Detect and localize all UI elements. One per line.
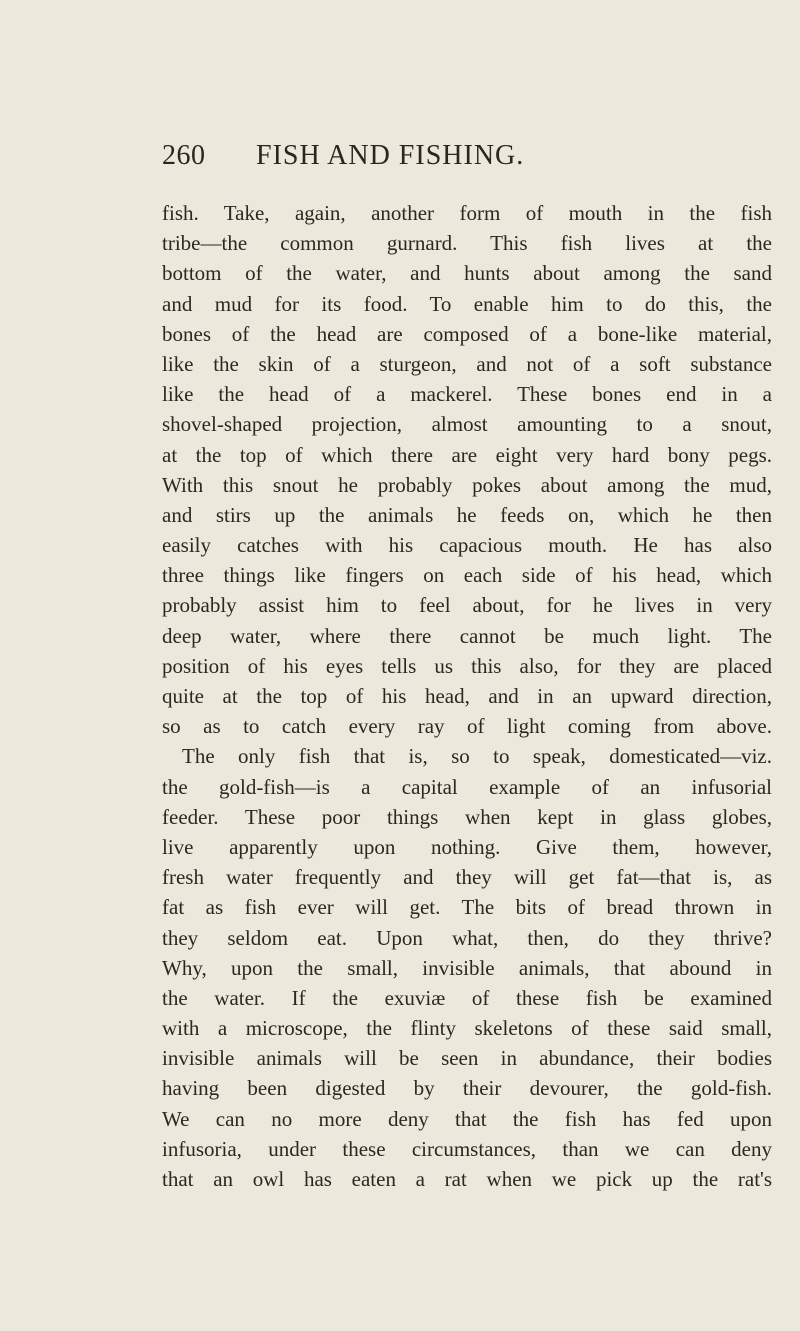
page-number: 260	[162, 140, 206, 171]
text-line: position of his eyes tells us this also, for they are placed	[162, 653, 772, 678]
text-line: live apparently upon nothing. Give them, however,	[162, 834, 772, 859]
text-line: shovel-shaped projection, almost amounting to a snout,	[162, 412, 772, 437]
running-head	[162, 140, 662, 180]
text-line: that an owl has eaten a rat when we pick up the rat's	[162, 1167, 772, 1191]
text-line: The only fish that is, so to speak, domesticated—viz.	[182, 744, 772, 769]
text-line: infusoria, under these circumstances, than we can deny	[162, 1136, 772, 1161]
text-line: and stirs up the animals he feeds on, which he then	[162, 502, 772, 527]
text-line: easily catches with his capacious mouth. He has also	[162, 533, 772, 558]
text-line: fish. Take, again, another form of mouth in the fish	[162, 201, 772, 225]
text-line: invisible animals will be seen in abundance, their bodies	[162, 1046, 772, 1071]
text-line: deep water, where there cannot be much light. The	[162, 623, 772, 648]
text-line: three things like fingers on each side of his head, which	[162, 563, 772, 588]
text-line: like the head of a mackerel. These bones end in a	[162, 382, 772, 407]
text-line: so as to catch every ray of light coming from above.	[162, 714, 772, 739]
text-line: at the top of which there are eight very hard bony pegs.	[162, 442, 772, 467]
text-line: We can no more deny that the fish has fed upon	[162, 1106, 772, 1131]
body-text	[162, 198, 772, 1194]
text-line: feeder. These poor things when kept in glass globes,	[162, 804, 772, 829]
text-line: and mud for its food. To enable him to do this, the	[162, 291, 772, 316]
text-line: like the skin of a sturgeon, and not of a soft substance	[162, 351, 772, 376]
text-line: fat as fish ever will get. The bits of bread thrown in	[162, 895, 772, 920]
text-line: tribe—the common gurnard. This fish lives at the	[162, 231, 772, 256]
text-line: having been digested by their devourer, the gold-fish.	[162, 1076, 772, 1101]
text-line: bottom of the water, and hunts about among the sand	[162, 261, 772, 286]
text-line: bones of the head are composed of a bone-like material,	[162, 321, 772, 346]
text-line: with a microscope, the flinty skeletons of these said small,	[162, 1016, 772, 1041]
text-line: quite at the top of his head, and in an upward direction,	[162, 684, 772, 708]
text-line: With this snout he probably pokes about among the mud,	[162, 472, 772, 497]
text-line: the gold-fish—is a capital example of an infusorial	[162, 774, 772, 799]
running-title: FISH AND FISHING.	[256, 140, 525, 171]
text-line: the water. If the exuviæ of these fish be examined	[162, 985, 772, 1010]
text-line: fresh water frequently and they will get fat—that is, as	[162, 865, 772, 890]
text-line: they seldom eat. Upon what, then, do they thrive?	[162, 925, 772, 950]
text-line: Why, upon the small, invisible animals, that abound in	[162, 955, 772, 980]
text-line: probably assist him to feel about, for he lives in very	[162, 593, 772, 618]
